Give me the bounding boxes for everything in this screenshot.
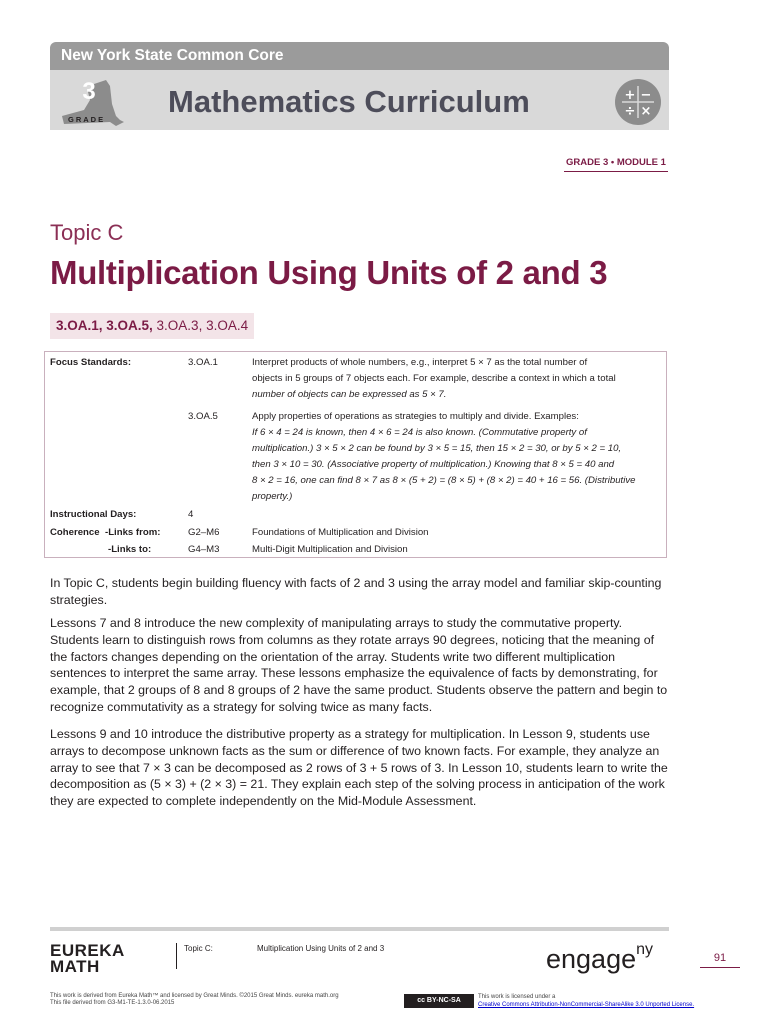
links-from-label: -Links from: — [105, 527, 161, 538]
focus-standards-label: Focus Standards: — [50, 357, 132, 368]
page-number-underline — [700, 967, 740, 968]
links-from-title: Foundations of Multiplication and Division — [252, 527, 429, 538]
links-to-code: G4–M3 — [188, 544, 220, 555]
description-line: multiplication.) 3 × 5 × 2 can be found by 3 × 5 = 15, then 15 × 2 = 30, or by 5 × 2 = 10, — [252, 443, 622, 454]
module-underline — [564, 171, 668, 172]
links-to-title: Multi-Digit Multiplication and Division — [252, 544, 408, 555]
footer-divider — [176, 943, 177, 969]
instructional-days-label: Instructional Days: — [50, 509, 137, 520]
description-line: 8 × 2 = 16, one can find 8 × 7 as 8 × (5 + 2) = (8 × 5) + (8 × 2) = 40 + 16 = 56. (Distributive — [252, 475, 636, 486]
standard-description — [252, 409, 662, 505]
description-line: number of objects can be expressed as 5 × 7. — [252, 389, 447, 400]
standards-tag — [50, 313, 254, 339]
description-line: Apply properties of operations as strategies to multiply and divide. Examples: — [252, 411, 579, 422]
grade-word: GRADE — [68, 115, 106, 124]
eureka-math-logo — [50, 943, 125, 975]
coherence-label: Coherence — [50, 527, 100, 538]
eureka-logo-line: EUREKA — [50, 941, 125, 960]
topic-label: Topic C — [50, 220, 124, 245]
minus-symbol: − — [640, 88, 652, 103]
times-symbol: × — [640, 104, 652, 119]
engageny-logo — [546, 941, 654, 975]
body-paragraph: Lessons 9 and 10 introduce the distributive property as a strategy for multiplication. In Lesson 9, students use arrays to decompose unknown facts as the sum or difference of two known facts. For example, they analyze an array to see that 7 × 3 can be decomposed as 2 rows of 3 + 5 rows of 3. In Lesson 10, students learn to write the decomposition as (5 × 3) + (2 × 3) = 21. They explain each step of the solving process in anticipation of the work they are expected to complete independently on the Mid-Module Assessment. — [50, 727, 668, 809]
body-paragraph: In Topic C, students begin building fluency with facts of 2 and 3 using the array model and familiar skip-counting strategies. — [50, 576, 662, 607]
links-to-label: -Links to: — [108, 544, 152, 555]
topic-title: Multiplication Using Units of 2 and 3 — [50, 254, 608, 291]
ny-text: ny — [636, 941, 654, 958]
instructional-days-value: 4 — [188, 509, 194, 520]
license-link[interactable]: Creative Commons Attribution-NonCommercial-ShareAlike 3.0 Unported License. — [478, 1002, 695, 1008]
creative-commons-badge[interactable]: cc BY-NC-SA — [404, 994, 474, 1008]
grade-number: 3 — [82, 78, 96, 105]
description-line: Interpret products of whole numbers, e.g., interpret 5 × 7 as the total number of — [252, 357, 588, 368]
standards-primary: 3.OA.1, 3.OA.5, — [56, 318, 153, 333]
license-notice-right — [478, 993, 694, 1009]
divide-symbol: ÷ — [624, 104, 636, 119]
license-notice-left — [50, 993, 339, 1007]
description-line: then 3 × 10 = 30. (Associative property of multiplication.) Knowing that 8 × 5 = 40 and — [252, 459, 615, 470]
math-operations-icon — [614, 78, 662, 126]
description-line: objects in 5 groups of 7 objects each. For example, describe a context in which a total — [252, 373, 616, 384]
curriculum-title: Mathematics Curriculum — [168, 84, 530, 119]
description-line: property.) — [252, 491, 293, 502]
license-line: This file derived from G3-M1-TE-1.3.0-06.2015 — [50, 1000, 175, 1006]
standard-code: 3.OA.5 — [188, 411, 218, 422]
body-paragraph: Lessons 7 and 8 introduce the new complexity of manipulating arrays to study the commutative property. Students learn to distinguish rows from columns as they rotate arrays 90 degrees, noticing that the meaning of the factors changes depending on the orientation of the array. Students write two different multiplication sentences to interpret the same array. These lessons emphasize the equivalence of facts by demonstrating, for example, that 2 groups of 8 and 8 groups of 2 have the same product. Students observe the pattern and begin to recognize commutativity as a strategy for solving twice as many facts. — [50, 616, 668, 714]
license-line: This work is derived from Eureka Math™ and licensed by Great Minds. ©2015 Great Minds. eureka math.org — [50, 993, 339, 999]
license-line: This work is licensed under a — [478, 994, 556, 1000]
page-number: 91 — [713, 952, 727, 964]
standard-code: 3.OA.1 — [188, 357, 218, 368]
footer-rule — [50, 927, 669, 931]
plus-symbol: + — [624, 88, 636, 103]
module-label: GRADE 3 • MODULE 1 — [566, 157, 666, 168]
footer-topic-title: Multiplication Using Units of 2 and 3 — [257, 944, 385, 953]
header-series-bar — [50, 42, 669, 70]
engage-text: engage — [546, 944, 637, 974]
standard-description — [252, 355, 662, 403]
eureka-logo-line: MATH — [50, 957, 100, 976]
standards-table — [44, 351, 667, 558]
series-title: New York State Common Core — [61, 47, 284, 64]
footer-topic-label: Topic C: — [184, 944, 213, 953]
links-from-code: G2–M6 — [188, 527, 220, 538]
description-line: If 6 × 4 = 24 is known, then 4 × 6 = 24 is also known. (Commutative property of — [252, 427, 587, 438]
standards-secondary: 3.OA.3, 3.OA.4 — [152, 318, 249, 333]
